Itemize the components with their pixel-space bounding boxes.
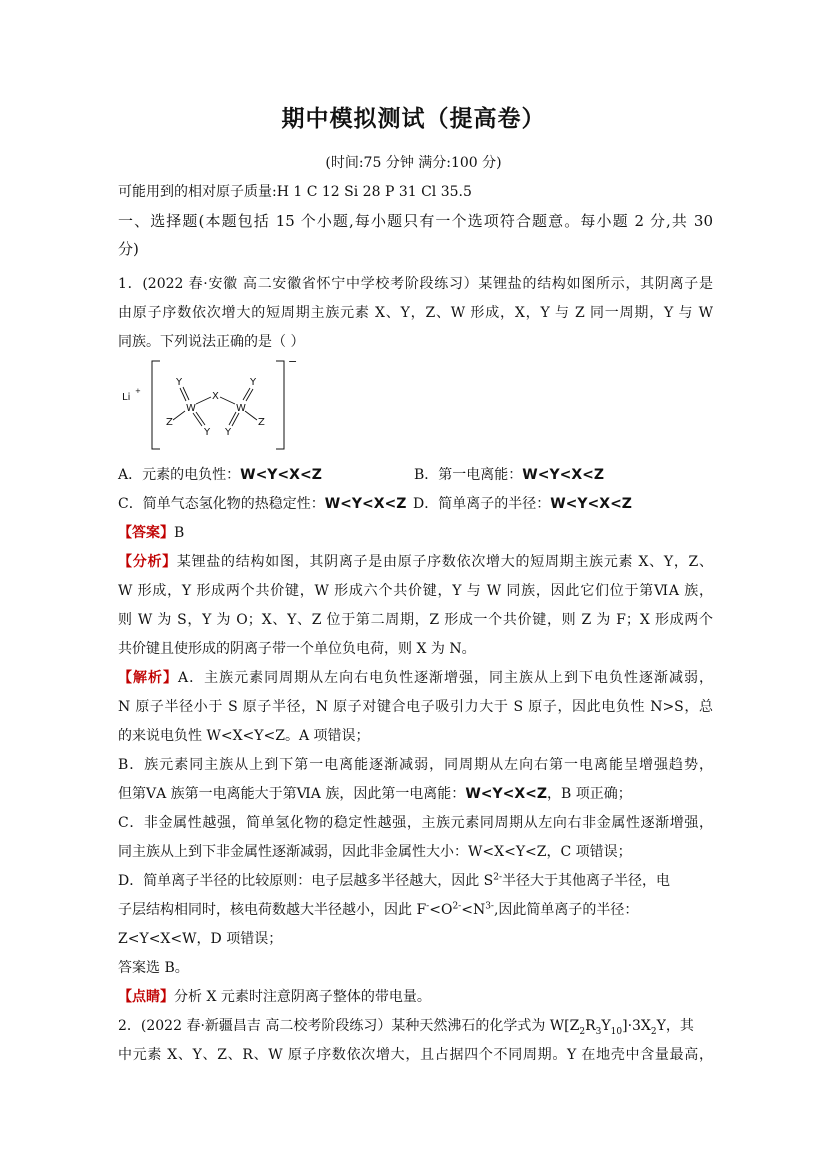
answer-value: B	[174, 525, 185, 541]
explain-d-text2a: 子层结构相同时，核电荷数越大半径越小，因此 F	[118, 902, 427, 918]
analysis-text1: 某锂盐的结构如图，其阴离子是由原子序数依次增大的短周期主族元素 X、Y，Z、	[176, 554, 713, 570]
structure-y-bottom-left: Y	[204, 427, 211, 438]
explain-b-text-a: 但第ⅤA 族第一电离能大于第ⅥA 族，因此第一电离能：	[118, 786, 466, 802]
explain-d-line1	[118, 872, 713, 890]
explain-a-line3: 的来说电负性 W<X<Y<Z。A 项错误；	[118, 728, 370, 744]
explain-d-sup3: 2-	[452, 901, 462, 912]
structure-y-top-left: Y	[176, 377, 183, 388]
q1-option-d	[413, 495, 713, 513]
tip-label: 【点睛】	[118, 989, 174, 1005]
analysis-label: 【分析】	[118, 554, 177, 570]
page-subtitle: (时间:75 分钟 满分:100 分)	[325, 155, 502, 171]
q2-text-a: 2．(2022 春·新疆昌吉 高二校考阶段练习）某种天然沸石的化学式为 W[Z	[118, 1018, 580, 1034]
structure-w-left: W	[186, 403, 196, 414]
explain-d-line2	[118, 901, 713, 919]
q1-answer	[118, 524, 713, 542]
answer-label: 【答案】	[118, 525, 174, 541]
section-heading-line1: 一、选择题(本题包括 15 个小题,每小题只有一个选项符合题意。每小题 2 分,共 30	[118, 212, 713, 230]
analysis-line4: 共价键且使形成的阴离子带一个单位负电荷，则 X 为 N。	[118, 641, 476, 657]
structure-anion-charge: −	[288, 355, 298, 368]
structure-z-right: Z	[258, 417, 265, 428]
structure-x-center: X	[212, 391, 219, 402]
q1-option-a-text: A．元素的电负性：	[118, 467, 241, 483]
explain-d-text2b: <O	[429, 902, 453, 918]
q1-stem-line3: 同族。下列说法正确的是（ ）	[118, 334, 305, 350]
explain-b-line1: B．族元素同主族从上到下第一电离能逐渐减弱，同周期从左向右第一电离能呈增强趋势，	[118, 757, 713, 773]
explain-c-line1: C．非金属性越强，简单氢化物的稳定性越强，主族元素同周期从左向右非金属性逐渐增强，	[118, 815, 713, 831]
conclusion-line: 答案选 B。	[118, 960, 189, 976]
q1-option-b	[414, 466, 714, 484]
atomic-masses-line: 可能用到的相对原子质量:H 1 C 12 Si 28 P 31 Cl 35.5	[118, 184, 472, 200]
structure-li-charge: +	[135, 387, 141, 395]
structure-z-left: Z	[166, 417, 173, 428]
q2-text-c: Y	[601, 1018, 611, 1034]
q1-stem-line1: 1．(2022 春·安徽 高二安徽省怀宁中学校考阶段练习）某锂盐的结构如图所示，其阴离子是	[118, 276, 713, 292]
explain-b-line2	[118, 785, 713, 803]
q2-text-d: ]·3X	[622, 1018, 651, 1034]
explain-d-text1b: 半径大于其他离子半径，电	[502, 873, 671, 889]
explain-c-line2: 同主族从上到下非金属性逐渐减弱，因此非金属性大小：W<X<Y<Z，C 项错误；	[118, 844, 632, 860]
q2-sub1: 2	[579, 1026, 586, 1037]
explain-d-text2d: ,因此简单离子的半径：	[493, 902, 639, 918]
q1-option-d-text: D．简单离子的半径：	[413, 496, 551, 512]
q2-sub2: 3	[595, 1026, 602, 1037]
q2-sub3: 10	[610, 1026, 623, 1037]
structure-left-bracket	[152, 361, 160, 449]
structure-y-top-right: Y	[250, 377, 257, 388]
q2-text-e: Y，其	[656, 1018, 694, 1034]
q1-stem-line2: 由原子序数依次增大的短周期主族元素 X、Y，Z、W 形成，X，Y 与 Z 同一周期，Y 与 W	[118, 305, 713, 321]
explain-d-sup2: -	[426, 901, 430, 912]
explain-d-line3: Z<Y<X<W，D 项错误；	[118, 931, 283, 947]
explain-a-line2: N 原子半径小于 S 原子半径，N 原子对键合电子吸引力大于 S 原子，因此电负性 N>S，总	[118, 699, 713, 715]
explain-label: 【解析】	[118, 670, 178, 686]
analysis-line1	[118, 553, 713, 571]
explain-d-text1a: D．简单离子半径的比较原则：电子层越多半径越大，因此 S	[118, 873, 494, 889]
explain-b-formula: W<Y<X<Z	[465, 786, 548, 802]
q2-stem-line1	[118, 1017, 713, 1035]
explain-b-text-b: ，B 项正确；	[547, 786, 632, 802]
q1-option-d-formula: W<Y<X<Z	[550, 496, 632, 512]
page-title: 期中模拟测试（提高卷）	[281, 106, 546, 132]
structure-w-right: W	[236, 403, 246, 414]
lithium-salt-structure-diagram	[118, 355, 318, 455]
explain-d-sup1: 2-	[493, 872, 503, 883]
q1-option-b-formula: W<Y<X<Z	[522, 467, 605, 483]
structure-li-label: Li	[122, 392, 131, 403]
explain-d-sup4: 3-	[485, 901, 494, 912]
analysis-line2: W 形成，Y 形成两个共价键，W 形成六个共价键，Y 与 W 同族，因此它们位于第ⅥA 族，	[118, 583, 713, 599]
q1-option-b-text: B．第一电离能：	[414, 467, 523, 483]
tip-line	[118, 988, 713, 1006]
structure-right-bracket	[276, 361, 284, 449]
q1-option-c-text: C．简单气态氢化物的热稳定性：	[118, 496, 325, 512]
section-heading-line2: 分)	[118, 240, 139, 258]
explain-a-line1	[118, 669, 713, 687]
q2-stem-line2: 中元素 X、Y、Z、R、W 原子序数依次增大，且占据四个不同周期。Y 在地壳中含量最高，	[118, 1047, 713, 1063]
q2-text-b: R	[585, 1018, 596, 1034]
structure-y-bottom-right: Y	[225, 427, 232, 438]
q1-option-c-formula: W<Y<X<Z	[324, 496, 407, 512]
q2-sub4: 2	[650, 1026, 657, 1037]
tip-text: 分析 X 元素时注意阴离子整体的带电量。	[174, 989, 431, 1005]
explain-a-text1: A．主族元素同周期从左向右电负性逐渐增强，同主族从上到下电负性逐渐减弱，	[178, 670, 714, 686]
explain-d-text2c: <N	[461, 902, 486, 918]
analysis-line3: 则 W 为 S，Y 为 O；X、Y、Z 位于第二周期，Z 形成一个共价键，则 Z 为 F；X 形成两个	[118, 612, 713, 628]
q1-option-a-formula: W<Y<X<Z	[240, 467, 322, 483]
